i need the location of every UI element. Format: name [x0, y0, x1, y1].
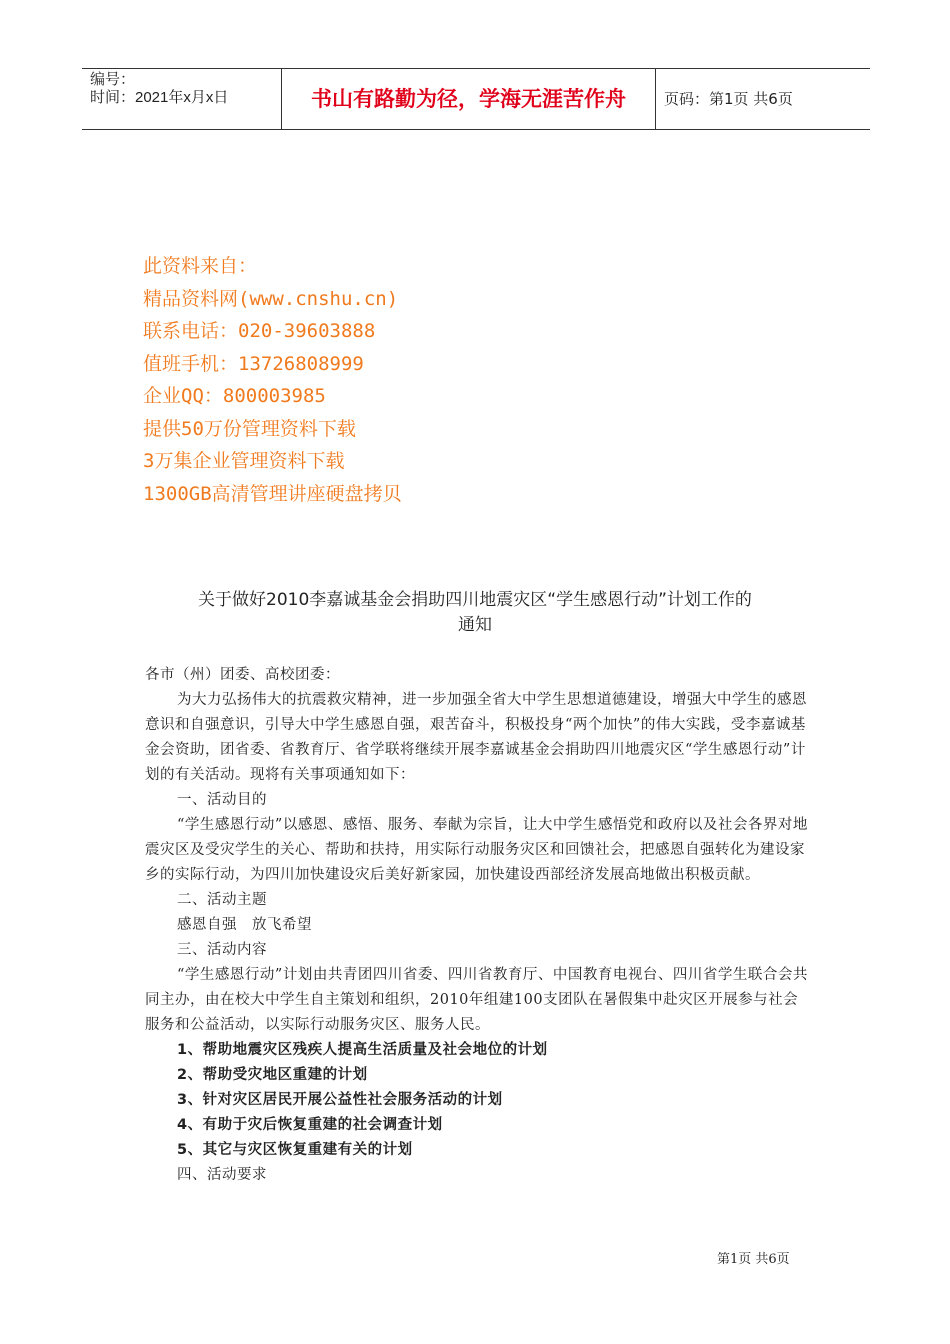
list-item: 5、其它与灾区恢复重建有关的计划	[177, 1142, 413, 1158]
promo-line: 提供50万份管理资料下载	[143, 417, 356, 440]
list-item: 3、针对灾区居民开展公益性社会服务活动的计划	[177, 1092, 503, 1108]
header-page-info: 页码：第1页 共6页	[664, 90, 793, 108]
header-divider	[655, 69, 656, 129]
section-heading: 三、活动内容	[177, 942, 267, 958]
title-line: 通知	[458, 615, 492, 635]
section-paragraph: “学生感恩行动”以感恩、感悟、服务、奉献为宗旨，让大中学生感悟党和政府以及社会各界对地震灾区及受灾学生的关心、帮助和扶持，用实际行动服务灾区和回馈社会，把感恩自强转化为建设家乡的实际行动，为四川加快建设灾后美好新家园，加快建设西部经济发展高地做出积极贡献。	[145, 817, 808, 883]
section-heading: 一、活动目的	[177, 792, 267, 808]
header-meta	[90, 71, 282, 127]
list-item: 1、帮助地震灾区残疾人提高生活质量及社会地位的计划	[177, 1042, 548, 1058]
time-label: 时间：2021年x月x日	[90, 89, 229, 106]
document-body	[145, 663, 810, 1188]
intro-paragraph: 为大力弘扬伟大的抗震救灾精神，进一步加强全省大中学生思想道德建设，增强大中学生的感恩意识和自强意识，引导大中学生感恩自强，艰苦奋斗，积极投身“两个加快”的伟大实践，受李嘉诚基金会资助，团省委、省教育厅、省学联将继续开展李嘉诚基金会捐助四川地震灾区“学生感恩行动”计划的有关活动。现将有关事项通知如下：	[145, 692, 807, 783]
list-item: 4、有助于灾后恢复重建的社会调查计划	[177, 1117, 443, 1133]
number-label: 编号：	[90, 71, 136, 88]
page-header	[82, 68, 870, 130]
promo-line: 值班手机：13726808999	[143, 352, 364, 375]
promo-line: 此资料来自：	[143, 255, 258, 277]
document-title	[130, 588, 820, 638]
header-motto: 书山有路勤为径，学海无涯苦作舟	[311, 87, 626, 111]
section-paragraph: 感恩自强 放飞希望	[177, 917, 312, 933]
promo-block	[143, 250, 402, 510]
list-item: 2、帮助受灾地区重建的计划	[177, 1067, 368, 1083]
salutation: 各市（州）团委、高校团委：	[145, 667, 340, 683]
page-footer: 第1页 共6页	[717, 1252, 790, 1267]
promo-line: 1300GB高清管理讲座硬盘拷贝	[143, 482, 402, 505]
section-heading: 二、活动主题	[177, 892, 267, 908]
promo-line: 企业QQ：800003985	[143, 385, 326, 407]
promo-line: 精品资料网(www.cnshu.cn)	[143, 287, 399, 310]
promo-line: 3万集企业管理资料下载	[143, 450, 345, 472]
title-line: 关于做好2010李嘉诚基金会捐助四川地震灾区“学生感恩行动”计划工作的	[198, 590, 752, 610]
section-paragraph: “学生感恩行动”计划由共青团四川省委、四川省教育厅、中国教育电视台、四川省学生联合会共同主办，由在校大中学生自主策划和组织，2010年组建100支团队在暑假集中赴灾区开展参与社会服务和公益活动，以实际行动服务灾区、服务人民。	[145, 967, 808, 1033]
section-heading: 四、活动要求	[177, 1167, 267, 1183]
promo-line: 联系电话：020-39603888	[143, 320, 376, 342]
